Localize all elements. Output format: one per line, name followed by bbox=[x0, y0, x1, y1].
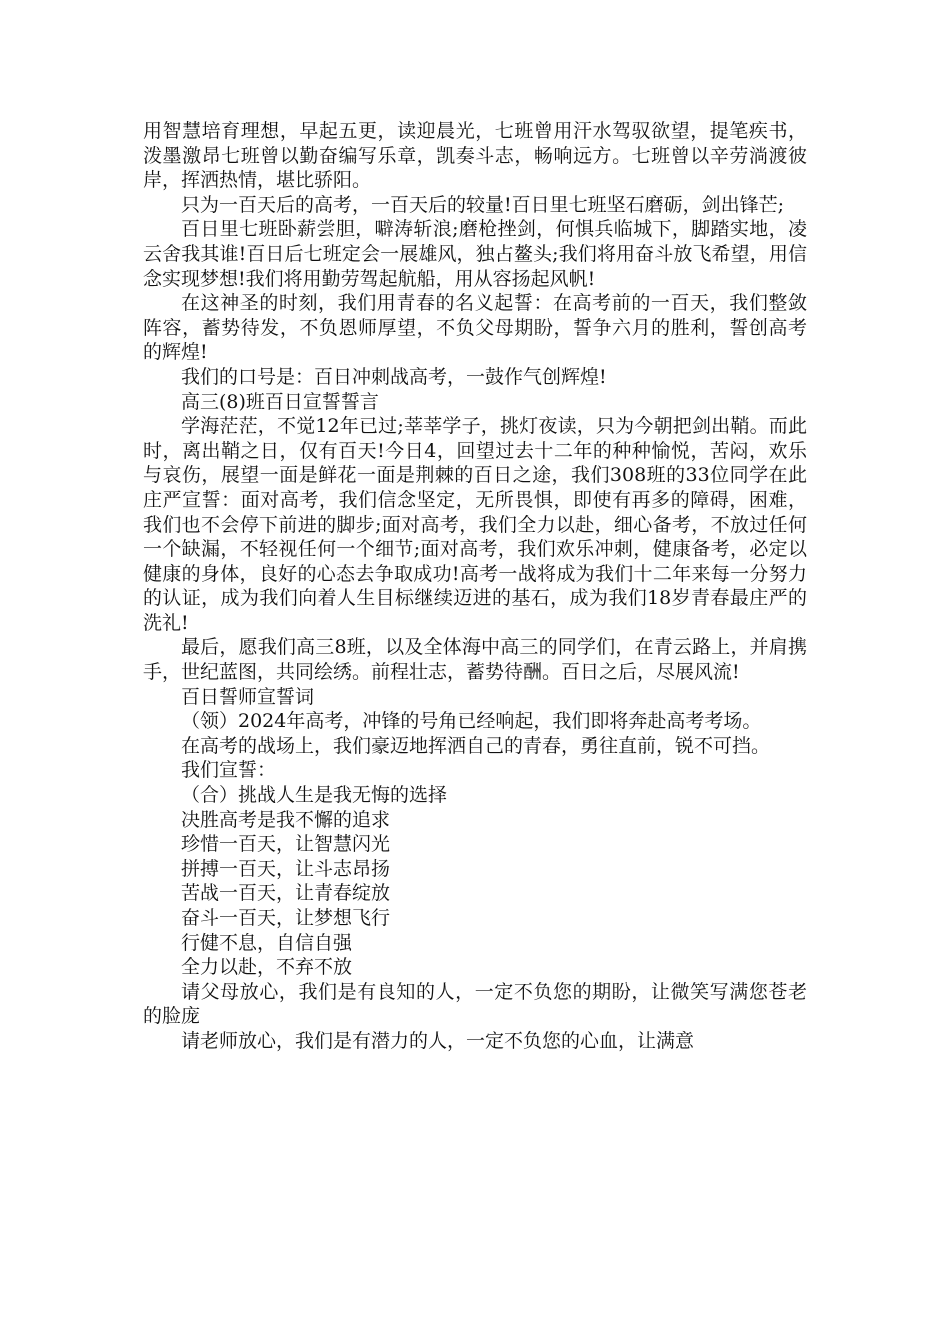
paragraph-9: 在高考的战场上，我们豪迈地挥洒自己的青春，勇往直前，锐不可挡。 bbox=[181, 734, 771, 757]
oath-line-3: 珍惜一百天，让智慧闪光 bbox=[181, 833, 391, 856]
paragraph-8: （领）2024年高考，冲锋的号角已经响起，我们即将奔赴高考考场。 bbox=[181, 710, 762, 733]
paragraph-10: 我们宣誓： bbox=[181, 759, 277, 782]
paragraph-4: 在这神圣的时刻，我们用青春的名义起誓：在高考前的一百天，我们整敛阵容，蓄势待发，不负恩师厚望，不负父母期盼，誓争六月的胜利，誓创高考的辉煌! bbox=[143, 292, 807, 364]
paragraph-6: 学海茫茫，不觉12年已过;莘莘学子，挑灯夜读，只为今朝把剑出鞘。而此时，离出鞘之日，仅有百天!今日4，回望过去十二年的种种愉悦，苦闷，欢乐与哀伤，展望一面是鲜花一面是荆棘的百日之途，我们308班的33位同学在此庄严宣誓：面对高考，我们信念坚定，无所畏惧，即使有再多的障碍，困难，我们也不会停下前进的脚步;面对高考，我们全力以赴，细心备考，不放过任何一个缺漏，不轻视任何一个细节;面对高考，我们欢乐冲刺，健康备考，必定以健康的身体，良好的心态去争取成功!高考一战将成为我们十二年来每一分努力的认证，成为我们向着人生目标继续迈进的基石，成为我们18岁青春最庄严的洗礼! bbox=[143, 415, 807, 634]
paragraph-7: 最后，愿我们高三8班，以及全体海中高三的同学们，在青云路上，并肩携手，世纪蓝图，共同绘绣。前程壮志，蓄势待酬。百日之后，尽展风流! bbox=[143, 636, 807, 684]
section-heading-oath: 百日誓师宣誓词 bbox=[181, 685, 315, 708]
document-page bbox=[143, 119, 807, 1054]
oath-line-1: （合）挑战人生是我无悔的选择 bbox=[181, 784, 448, 807]
paragraph-2: 只为一百天后的高考，一百天后的较量!百日里七班坚石磨砺，剑出锋芒; bbox=[181, 193, 785, 216]
paragraph-5: 我们的口号是：百日冲刺战高考，一鼓作气创辉煌! bbox=[181, 365, 607, 388]
oath-line-5: 苦战一百天，让青春绽放 bbox=[181, 882, 391, 905]
oath-line-8: 全力以赴，不弃不放 bbox=[181, 956, 353, 979]
oath-line-7: 行健不息，自信自强 bbox=[181, 931, 353, 954]
section-heading-class8: 高三(8)班百日宣誓誓言 bbox=[181, 390, 379, 413]
oath-line-6: 奋斗一百天，让梦想飞行 bbox=[181, 907, 391, 929]
paragraph-1: 用智慧培育理想，早起五更，读迎晨光，七班曾用汗水驾驭欲望，提笔疾书，泼墨激昂七班曾以勤奋编写乐章，凯奏斗志，畅响远方。七班曾以辛劳淌渡彼岸，挥洒热情，堪比骄阳。 bbox=[143, 120, 807, 192]
oath-line-2: 决胜高考是我不懈的追求 bbox=[181, 808, 391, 831]
paragraph-11: 请父母放心，我们是有良知的人，一定不负您的期盼，让微笑写满您苍老的脸庞 bbox=[143, 980, 807, 1028]
paragraph-3: 百日里七班卧薪尝胆，噼涛斩浪;磨枪挫剑，何惧兵临城下，脚踏实地，凌云舍我其谁!百日后七班定会一展雄风，独占鳌头;我们将用奋斗放飞希望，用信念实现梦想!我们将用勤劳驾起航船，用从容扬起风帆! bbox=[143, 218, 807, 290]
paragraph-12: 请老师放心，我们是有潜力的人，一定不负您的心血，让满意 bbox=[181, 1029, 695, 1052]
oath-line-4: 拼搏一百天，让斗志昂扬 bbox=[181, 857, 391, 880]
